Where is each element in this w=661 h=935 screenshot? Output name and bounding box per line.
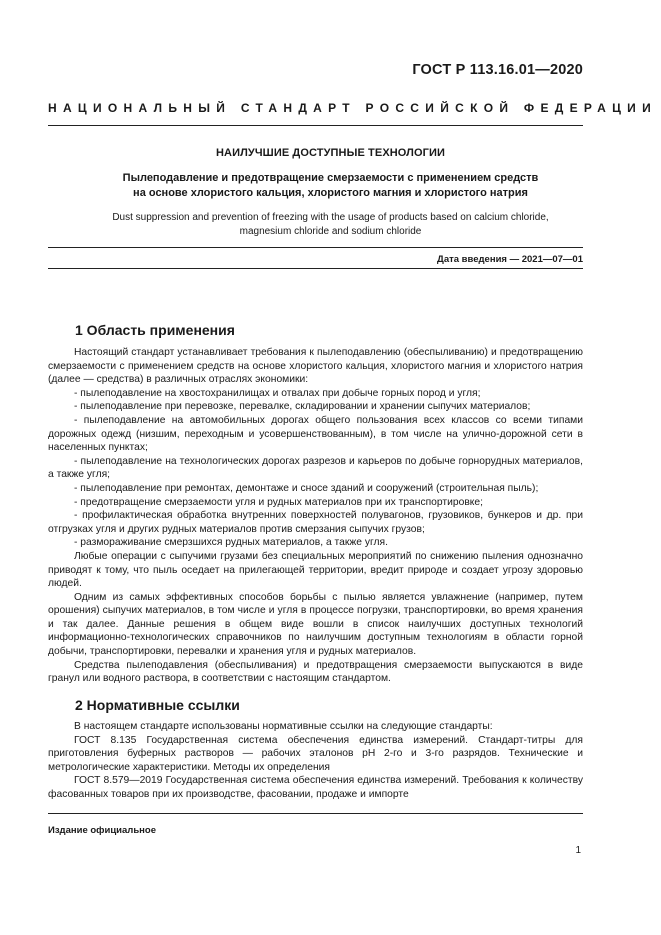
section-2-paragraph: ГОСТ 8.135 Государственная система обеспечения единства измерений. Стандарт-титры для приготовления буферных растворов — рабочих эталонов pH 2-го и 3-го разрядов. Технические и метрологические характеристики. Методы их определения (48, 734, 583, 773)
title-russian-line-2: на основе хлористого кальция, хлористого магния и хлористого натрия (133, 187, 528, 199)
list-item: - пылеподавление на технологических дорогах разрезов и карьеров по добыче горнорудных материалов, а также угля; (48, 455, 583, 481)
official-edition-label: Издание официальное (48, 825, 156, 836)
title-english-line-2: magnesium chloride and sodium chloride (239, 225, 422, 237)
list-item: - пылеподавление при ремонтах, демонтаже и сносе зданий и сооружений (строительная пыль); (74, 482, 539, 494)
list-item: - пылеподавление на хвостохранилищах и отвалах при добыче горных пород и угля; (74, 387, 481, 399)
introduction-date: Дата введения — 2021—07—01 (437, 254, 583, 265)
list-item: - пылеподавление на автомобильных дорогах общего пользования всех классов со всеми типами дорожных одежд (низшим, переходным и усовершенствованным), в том числе на улично-дорожной сети в населенных пунктах; (48, 414, 583, 454)
top-divider (48, 125, 583, 126)
title-russian (60, 171, 601, 201)
title-english (60, 211, 601, 238)
list-item: - профилактическая обработка внутренних поверхностей полувагонов, грузовиков, бункеров и др. при отгрузках угля и других рудных материалов против смерзания сыпучих грузов; (48, 510, 583, 535)
section-1-body (48, 346, 583, 686)
section-1-paragraph: Любые операции с сыпучими грузами без специальных мероприятий по снижению пыления однозначно приводят к тому, что пыль оседает на прилегающей территории, вредит природе и создает угрозу здоровью людей. (48, 550, 583, 590)
section-1-paragraph: Настоящий стандарт устанавливает требования к пылеподавлению (обеспыливанию) и предотвращению смерзаемости с применением средств на основе хлористого кальция, хлористого магния и хлористого натрия (далее — средства) в различных отраслях экономики: (48, 347, 583, 386)
page-number: 1 (575, 845, 581, 856)
list-item: - пылеподавление при перевозке, перевалке, складировании и хранении сыпучих материалов; (74, 401, 531, 413)
section-2-paragraph: ГОСТ 8.579—2019 Государственная система обеспечения единства измерений. Требования к количеству фасованных товаров при их производстве, фасовании, продаже и импорте (48, 775, 583, 800)
title-main: НАИЛУЧШИЕ ДОСТУПНЫЕ ТЕХНОЛОГИИ (215, 147, 445, 159)
footer-divider (48, 813, 583, 814)
list-item: - предотвращение смерзаемости угля и рудных материалов при их транспортировке; (74, 496, 484, 508)
list-item: - размораживание смерзшихся рудных материалов, а также угля. (74, 537, 388, 549)
title-russian-line-1: Пылеподавление и предотвращение смерзаемости с применением средств (122, 172, 539, 184)
title-english-line-1: Dust suppression and prevention of freezing with the usage of products based on calcium chloride, (112, 212, 549, 223)
section-1-heading: 1 Область применения (75, 322, 235, 338)
section-1-paragraph: Средства пылеподавления (обеспыливания) и предотвращения смерзаемости выпускаются в виде гранул или водного раствора, в соответствии с настоящим стандартом. (48, 659, 583, 685)
section-2-paragraph: В настоящем стандарте использованы нормативные ссылки на следующие стандарты: (74, 721, 493, 732)
national-standard-banner: НАЦИОНАЛЬНЫЙ СТАНДАРТ РОССИЙСКОЙ ФЕДЕРАЦИИ (48, 101, 658, 115)
title-divider (48, 247, 583, 248)
section-1-paragraph: Одним из самых эффективных способов борьбы с пылью является увлажнение (например, путем орошения) сыпучих материалов, в том числе и угля в процессе погрузки, транспортировки, во время хранения и так далее. Данные решения в общем виде вошли в список наилучших доступных технологий информационно-технологических справочников по наилучшим доступным технологиям в области горной добычи, транспортировки, перевалки и хранения угля и рудных материалов. (48, 591, 583, 658)
section-2-heading: 2 Нормативные ссылки (75, 697, 240, 713)
document-number: ГОСТ Р 113.16.01—2020 (412, 62, 583, 78)
section-2-body (48, 720, 583, 802)
date-divider (48, 268, 583, 269)
